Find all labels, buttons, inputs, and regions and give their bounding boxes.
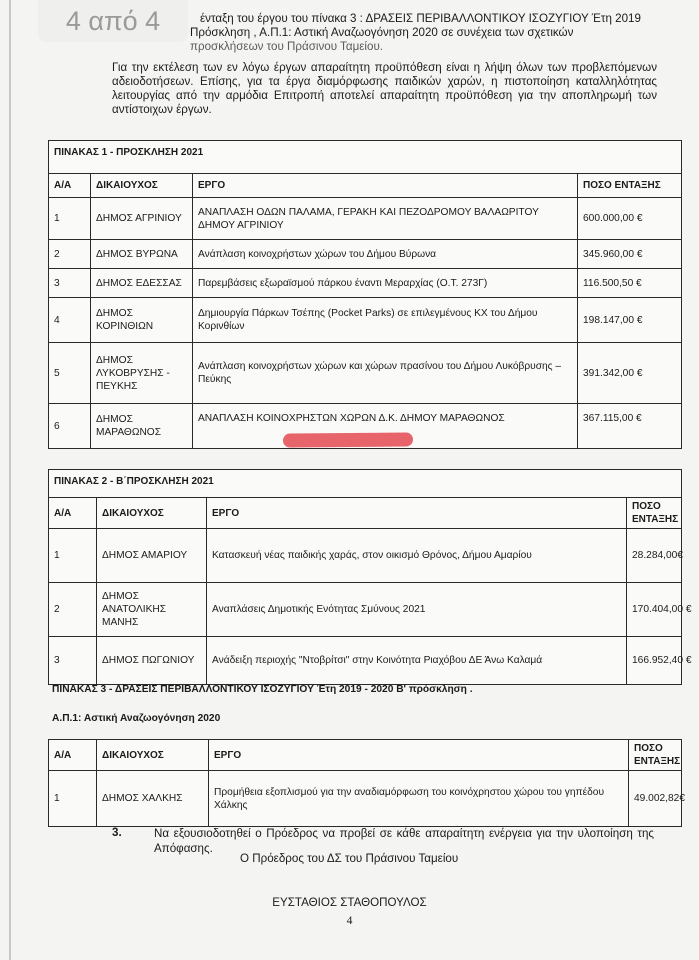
table-row	[49, 637, 682, 685]
table-row	[49, 771, 682, 827]
closing-item-text: Να εξουσιοδοτηθεί ο Πρόεδρος να προβεί σε κάθε απαραίτητη ενέργεια για την υλοποίηση της Απόφασης.	[154, 827, 654, 855]
cell-aa: 3	[49, 637, 97, 685]
header-project: ΕΡΓΟ	[207, 498, 627, 529]
cell-project: Ανάπλαση κοινοχρήστων χώρων του Δήμου Βύρωνα	[193, 240, 578, 269]
intro-line-1: ένταξη του έργου του πίνακα 3 : ΔΡΑΣΕΙΣ ΠΕΡΙΒΑΛΛΟΝΤΙΚΟΥ ΙΣΟΖΥΓΙΟΥ Έτη 2019	[200, 12, 641, 25]
table-row	[49, 240, 682, 269]
cell-amount: 116.500,50 €	[578, 269, 682, 298]
header-aa: Α/Α	[49, 174, 91, 198]
cell-beneficiary: ΔΗΜΟΣ ΑΜΑΡΙΟΥ	[97, 529, 207, 583]
cell-beneficiary: ΔΗΜΟΣ ΠΩΓΩΝΙΟΥ	[97, 637, 207, 685]
signature-title: Ο Πρόεδρος του ΔΣ του Πράσινου Ταμείου	[240, 852, 459, 865]
header-beneficiary: ΔΙΚΑΙΟΥΧΟΣ	[91, 174, 193, 198]
header-amount: ΠΟΣΟ ΕΝΤΑΞΗΣ	[629, 740, 682, 771]
page-edge	[9, 0, 11, 960]
header-aa: Α/Α	[49, 740, 97, 771]
cell-aa: 5	[49, 343, 91, 404]
cell-project: Ανάπλαση κοινοχρήστων χώρων και χώρων πρασίνου του Δήμου Λυκόβρυσης – Πεύκης	[193, 343, 578, 404]
table-row	[49, 298, 682, 343]
cell-amount: 367.115,00 €	[578, 404, 682, 449]
cell-project: Προμήθεια εξοπλισμού για την αναδιαμόρφωση του κοινόχρηστου χώρου του γηπέδου Χάλκης	[209, 771, 629, 827]
cell-amount: 198.147,00 €	[578, 298, 682, 343]
cell-beneficiary: ΔΗΜΟΣ ΑΝΑΤΟΛΙΚΗΣ ΜΑΝΗΣ	[97, 583, 207, 637]
cell-beneficiary: ΔΗΜΟΣ ΜΑΡΑΘΩΝΟΣ	[91, 404, 193, 449]
intro-paragraph: Για την εκτέλεση των εν λόγω έργων απαραίτητη προϋπόθεση είναι η λήψη όλων των προβλεπόμενων αδειοδοτήσεων. Επίσης, για τα έργα διαμόρφωσης παιδικών χαρών, η πιστοποίηση καταλληλότητας λειτουργίας από την αρμόδια Επιτροπή αποτελεί απαραίτητη προϋπόθεση για την αποπληρωμή των αντίστοιχων έργων.	[112, 61, 657, 116]
closing-item-number: 3.	[112, 826, 122, 839]
table-1	[48, 140, 682, 449]
page-number: 4	[346, 914, 353, 927]
cell-project: Αναπλάσεις Δημοτικής Ενότητας Σμύνους 2021	[207, 583, 627, 637]
cell-beneficiary: ΔΗΜΟΣ ΚΟΡΙΝΘΙΩΝ	[91, 298, 193, 343]
cell-amount: 28.284,00€	[627, 529, 682, 583]
cell-beneficiary: ΔΗΜΟΣ ΒΥΡΩΝΑ	[91, 240, 193, 269]
table-title: ΠΙΝΑΚΑΣ 1 - ΠΡΟΣΚΛΗΣΗ 2021	[49, 141, 682, 174]
signatory-name: ΕΥΣΤΑΘΙΟΣ ΣΤΑΘΟΠΟΥΛΟΣ	[272, 896, 427, 909]
intro-line-2: Πρόσκληση , Α.Π.1: Αστική Αναζωογόνηση 2020 σε συνέχεια των σχετικών	[190, 26, 574, 39]
cell-aa: 2	[49, 583, 97, 637]
cell-project: ΑΝΑΠΛΑΣΗ ΟΔΩΝ ΠΑΛΑΜΑ, ΓΕΡΑΚΗ ΚΑΙ ΠΕΖΟΔΡΟΜΟΥ ΒΑΛΑΩΡΙΤΟΥ ΔΗΜΟΥ ΑΓΡΙΝΙΟΥ	[193, 198, 578, 240]
header-beneficiary: ΔΙΚΑΙΟΥΧΟΣ	[97, 740, 209, 771]
cell-amount: 166.952,40 €	[627, 637, 682, 685]
table-3-title: ΠΙΝΑΚΑΣ 3 - ΔΡΑΣΕΙΣ ΠΕΡΙΒΑΛΛΟΝΤΙΚΟΥ ΙΣΟΖΥΓΙΟΥ Έτη 2019 - 2020 Β' πρόσκληση .	[52, 684, 473, 695]
table-2	[48, 469, 692, 685]
table-row	[49, 198, 682, 240]
cell-aa: 6	[49, 404, 91, 449]
cell-aa: 4	[49, 298, 91, 343]
table-row	[49, 343, 682, 404]
cell-project: ΑΝΑΠΛΑΣΗ ΚΟΙΝΟΧΡΗΣΤΩΝ ΧΩΡΩΝ Δ.Κ. ΔΗΜΟΥ ΜΑΡΑΘΩΝΟΣ	[193, 404, 578, 449]
cell-aa: 2	[49, 240, 91, 269]
cell-project: Κατασκευή νέας παιδικής χαράς, στον οικισμό Θρόνος, Δήμου Αμαρίου	[207, 529, 627, 583]
page-counter-badge: 4 από 4	[38, 0, 188, 42]
cell-project: Παρεμβάσεις εξωραϊσμού πάρκου έναντι Μεραρχίας (Ο.Τ. 273Γ)	[193, 269, 578, 298]
cell-amount: 391.342,00 €	[578, 343, 682, 404]
cell-beneficiary: ΔΗΜΟΣ ΛΥΚΟΒΡΥΣΗΣ - ΠΕΥΚΗΣ	[91, 343, 193, 404]
intro-text	[112, 12, 657, 124]
cell-beneficiary: ΔΗΜΟΣ ΑΓΡΙΝΙΟΥ	[91, 198, 193, 240]
cell-aa: 1	[49, 529, 97, 583]
table-title: ΠΙΝΑΚΑΣ 2 - Β΄ΠΡΟΣΚΛΗΣΗ 2021	[49, 470, 682, 498]
cell-project: Δημιουργία Πάρκων Τσέπης (Pocket Parks) σε επιλεγμένους ΚΧ του Δήμου Κορινθίων	[193, 298, 578, 343]
cell-aa: 1	[49, 771, 97, 827]
header-project: ΕΡΓΟ	[193, 174, 578, 198]
cell-amount: 170.404,00 €	[627, 583, 682, 637]
header-amount: ΠΟΣΟ ΕΝΤΑΞΗΣ	[627, 498, 682, 529]
cell-aa: 1	[49, 198, 91, 240]
table-3	[48, 739, 685, 827]
cell-aa: 3	[49, 269, 91, 298]
header-project: ΕΡΓΟ	[209, 740, 629, 771]
intro-line-3: προσκλήσεων του Πράσινου Ταμείου.	[190, 40, 383, 53]
table-row	[49, 269, 682, 298]
cell-amount: 49.002,82€	[629, 771, 682, 827]
table-row	[49, 583, 682, 637]
table-3-subtitle: Α.Π.1: Αστική Αναζωογόνηση 2020	[52, 713, 221, 724]
redaction-mark	[283, 432, 413, 447]
cell-amount: 600.000,00 €	[578, 198, 682, 240]
header-amount: ΠΟΣΟ ΕΝΤΑΞΗΣ	[578, 174, 682, 198]
header-aa: Α/Α	[49, 498, 97, 529]
cell-amount: 345.960,00 €	[578, 240, 682, 269]
cell-beneficiary: ΔΗΜΟΣ ΧΑΛΚΗΣ	[97, 771, 209, 827]
header-beneficiary: ΔΙΚΑΙΟΥΧΟΣ	[97, 498, 207, 529]
cell-project: Ανάδειξη περιοχής "Ντοβρίτσι" στην Κοινότητα Ριαχόβου ΔΕ Άνω Καλαμά	[207, 637, 627, 685]
cell-beneficiary: ΔΗΜΟΣ ΕΔΕΣΣΑΣ	[91, 269, 193, 298]
table-row	[49, 529, 682, 583]
